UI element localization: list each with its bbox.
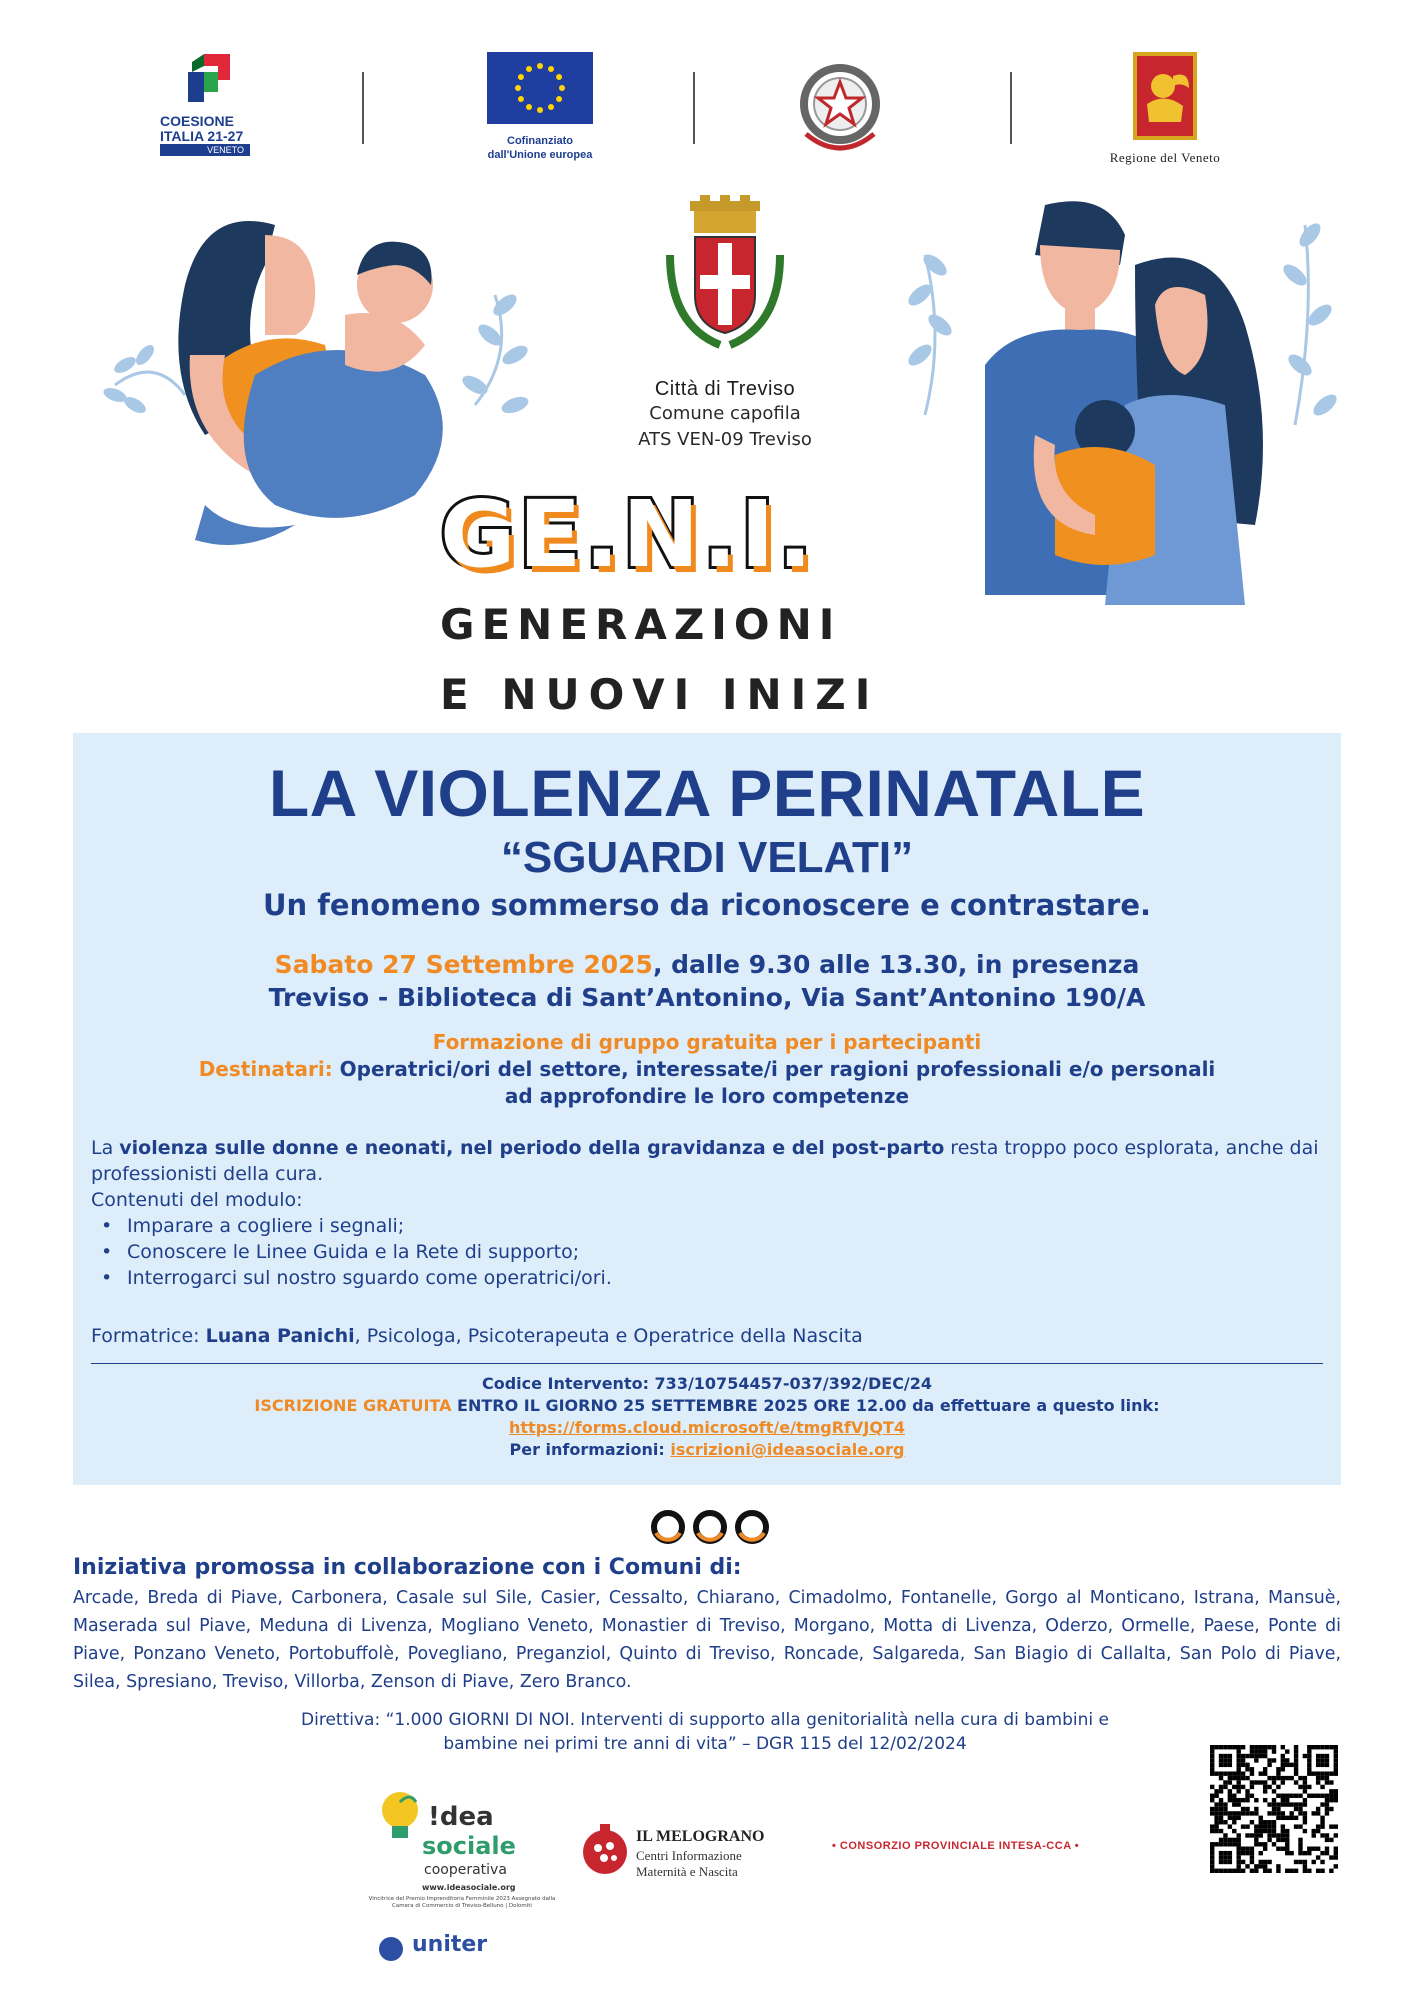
header-logos [150,52,1270,172]
il-melograno-logo [580,1822,800,1892]
contents-label: Contenuti del modulo: [91,1189,303,1211]
city-name: Città di Treviso [654,378,796,400]
lightbulb-icon [370,1780,430,1850]
registration-block [73,1373,1341,1461]
trainer-role: , Psicologa, Psicoterapeuta e Operatrice della Nascita [354,1325,863,1347]
list-item: • Imparare a cogliere i segnali; [91,1213,1321,1239]
italian-republic-emblem-icon [792,52,888,162]
directive-line2: bambine nei primi tre anni di vita” – DGR 115 del 12/02/2024 [443,1734,967,1754]
intervention-code: Codice Intervento: 733/10754457-037/392/DEC/24 [481,1374,933,1393]
eu-caption2: dall'Unione europea [487,149,593,161]
logo-separator [362,72,364,144]
idea-word3: cooperativa [424,1862,507,1878]
treviso-crest-icon [650,195,800,355]
consorzio-logo-text: • CONSORZIO PROVINCIALE INTESA-CCA • [832,1840,1080,1852]
pomegranate-icon [580,1822,630,1878]
event-info-panel [73,733,1341,1485]
trainer-line [91,1325,863,1347]
idea-website: www.ideasociale.org [422,1883,516,1892]
melograno-sub [636,1848,742,1880]
trainer-label: Formatrice: [91,1325,206,1347]
melograno-sub1: Centri Informazione [636,1848,742,1863]
melograno-sub2: Maternità e Nascita [636,1864,738,1879]
coesione-italia-logo [160,52,260,156]
eu-logo [470,52,610,162]
idea-word1: !dea [428,1802,494,1832]
event-title: LA VIOLENZA PERINATALE [268,756,1146,830]
event-subtitle: “SGUARDI VELATI” [500,833,914,882]
contents-list [91,1213,1321,1291]
eu-flag-icon [487,52,593,124]
veneto-caption: Regione del Veneto [1109,150,1221,165]
directive-line1: Direttiva: “1.000 GIORNI DI NOI. Interventi di supporto alla genitorialità nella cura di bambini e [301,1710,1109,1730]
project-line2: E NUOVI INIZI [440,670,880,719]
directive [200,1708,1210,1756]
event-target-block [73,1029,1341,1110]
regione-veneto-logo [1085,52,1245,166]
lion-of-saint-mark-icon [1133,52,1197,140]
description-intro [91,1135,1321,1187]
project-acronym [440,480,1060,590]
target-text-2: ad approfondire le loro competenze [504,1084,910,1108]
badge-icon [376,1934,406,1964]
melograno-name: IL MELOGRANO [636,1828,765,1845]
logo-separator [693,72,695,144]
coesione-line2: ITALIA 21-27 [160,128,244,144]
intro-pre: La [91,1137,120,1159]
city-block [580,378,870,453]
city-ats: ATS VEN-09 Treviso [638,429,812,450]
decorative-dots-icon [650,1507,770,1547]
event-time: , dalle 9.30 alle 13.30, in presenza [652,950,1140,979]
repubblica-italiana-emblem [790,52,890,166]
comuni-title: Iniziativa promossa in collaborazione con i Comuni di: [73,1555,742,1580]
event-description [91,1135,1321,1291]
event-location: Treviso - Biblioteca di Sant’Antonino, Via Sant’Antonino 190/A [268,983,1146,1012]
project-acronym-text: GE.N.I. [440,481,816,588]
intro-post: resta troppo poco esplorata, anche dai professionisti della cura. [91,1137,1319,1185]
coesione-line1: COESIONE [160,113,234,129]
list-item: • Interrogarci sul nostro sguardo come operatrici/ori. [91,1265,1321,1291]
registration-deadline: ENTRO IL GIORNO 25 SETTEMBRE 2025 ORE 12.00 da effettuare a questo link: [451,1396,1160,1415]
qr-code-icon[interactable] [1210,1745,1338,1873]
divider [91,1363,1323,1364]
logo-separator [1010,72,1012,144]
idea-award: Vincitrice del Premio Imprenditoria Femminile 2023 Assegnato dalla Camera di Commercio di Treviso-Belluno | Dolomiti [368,1896,556,1909]
event-date-block [73,948,1341,1014]
eu-caption1: Cofinanziato [507,135,573,147]
city-role: Comune capofila [649,403,801,424]
idea-word2: sociale [422,1832,516,1860]
registration-link[interactable]: https://forms.cloud.microsoft/e/tmgRfVJQT4 [509,1418,905,1437]
comuni-list: Arcade, Breda di Piave, Carbonera, Casale sul Sile, Casier, Cessalto, Chiarano, Cimadolmo, Fontanelle, Gorgo al Monticano, Istrana, Mansuè, Maserada sul Piave, Meduna di Livenza, Mogliano Veneto, Monastier di Treviso, Morgano, Motta di Livenza, Oderzo, Ormelle, Paese, Ponte di Piave, Ponzano Veneto, Portobuffolè, Povegliano, Preganziol, Quinto di Treviso, Roncade, Salgareda, San Biagio di Callalta, San Polo di Piave, Silea, Spresiano, Treviso, Villorba, Zenson di Piave, Zero Branco. [73,1588,1341,1692]
idea-sociale-logo [362,1770,562,1970]
intro-bold: violenza sulle donne e neonati, nel periodo della gravidanza e del post-parto [119,1137,945,1159]
event-tagline: Un fenomeno sommerso da riconoscere e contrastare. [262,888,1152,922]
event-date: Sabato 27 Settembre 2025 [274,950,653,979]
info-label: Per informazioni: [509,1440,671,1459]
trainer-name: Luana Panichi [205,1325,355,1347]
project-line1: GENERAZIONI [440,600,842,649]
event-format: Formazione di gruppo gratuita per i partecipanti [432,1030,982,1054]
free-registration-label: ISCRIZIONE GRATUITA [254,1396,452,1415]
uniter-logo-text: uniter [412,1932,488,1957]
list-item: • Conoscere le Linee Guida e la Rete di supporto; [91,1239,1321,1265]
coesione-line3: VENETO [160,144,250,156]
target-text: Operatrici/ori del settore, interessate/i per ragioni professionali e/o personali [332,1057,1216,1081]
info-email-link[interactable]: iscrizioni@ideasociale.org [670,1440,905,1459]
coesione-cube-icon [180,52,240,110]
target-label: Destinatari: [198,1057,333,1081]
